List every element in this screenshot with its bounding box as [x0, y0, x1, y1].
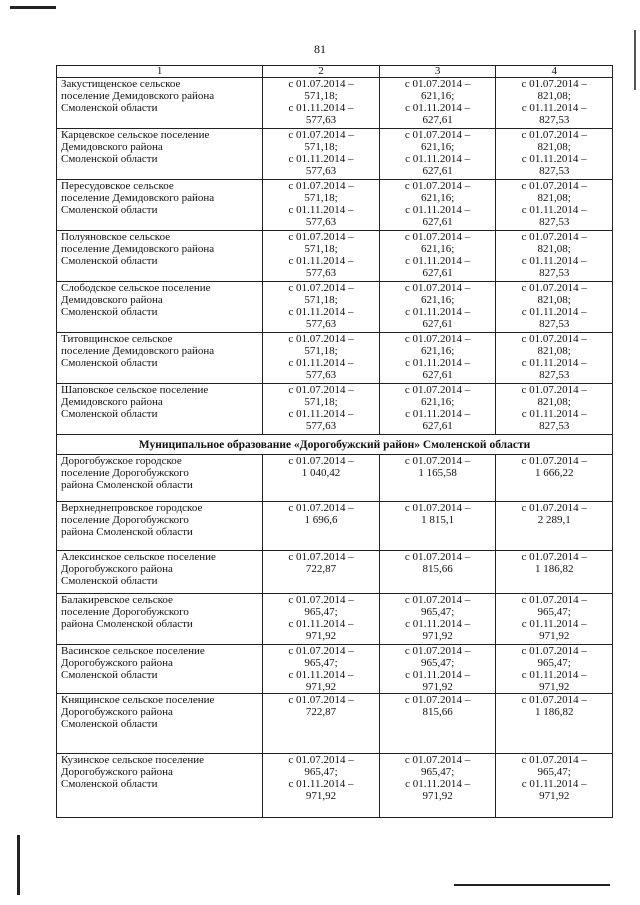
section-title: Муниципальное образование «Дорогобужский район» Смоленской области: [57, 435, 613, 455]
tariff-col-4-line: 1 186,82: [534, 706, 574, 718]
tariff-col-2-line: с 01.11.2014 –: [288, 306, 354, 318]
section-header-row: [57, 435, 613, 455]
tariff-col-4-line: с 01.07.2014 –: [521, 231, 587, 243]
tariff-table: [56, 65, 613, 818]
tariff-col-4: [496, 754, 613, 818]
tariff-col-2-line: с 01.11.2014 –: [288, 778, 354, 790]
tariff-col-3-line: 965,47;: [420, 766, 455, 778]
settlement-name: [57, 594, 263, 645]
tariff-col-2-line: 722,87: [305, 563, 337, 575]
table-row: [57, 180, 613, 231]
tariff-col-4: [496, 180, 613, 231]
tariff-col-4: [496, 594, 613, 645]
tariff-col-3-line: 627,61: [422, 420, 453, 432]
tariff-col-2-line: 971,92: [305, 630, 337, 642]
tariff-col-2-line: с 01.07.2014 –: [288, 129, 354, 141]
tariff-col-2-line: 971,92: [305, 681, 337, 693]
tariff-col-3-line: 621,16;: [420, 396, 455, 408]
tariff-col-3-line: 621,16;: [420, 294, 455, 306]
tariff-col-3-line: с 01.07.2014 –: [404, 282, 471, 294]
tariff-col-3-line: 965,47;: [420, 657, 455, 669]
tariff-col-2: [263, 180, 380, 231]
tariff-col-4-line: с 01.07.2014 –: [521, 384, 587, 396]
settlement-name-line: Слободское сельское поселение: [61, 282, 211, 294]
tariff-col-4: [496, 231, 613, 282]
settlement-name-line: Алексинское сельское поселение: [61, 551, 216, 563]
table-row: [57, 231, 613, 282]
settlement-name-line: Смоленской области: [61, 778, 158, 790]
table-header-row: [57, 66, 613, 78]
tariff-col-4: [496, 384, 613, 435]
tariff-col-2-line: с 01.11.2014 –: [288, 669, 354, 681]
tariff-col-4-line: 1 666,22: [534, 467, 574, 479]
settlement-name-line: Полуяновское сельское: [61, 231, 171, 243]
tariff-col-2-line: 571,18;: [304, 345, 338, 357]
settlement-name: [57, 129, 263, 180]
tariff-col-4-line: 965,47;: [537, 766, 571, 778]
tariff-col-2-line: 571,18;: [304, 243, 338, 255]
tariff-col-4-line: 971,92: [539, 790, 570, 802]
tariff-col-3-line: 621,16;: [420, 90, 455, 102]
tariff-col-4-line: с 01.11.2014 –: [521, 357, 587, 369]
tariff-col-2-line: с 01.11.2014 –: [288, 255, 354, 267]
settlement-name-line: поселение Демидовского района: [61, 243, 215, 255]
tariff-col-2-line: с 01.07.2014 –: [288, 78, 354, 90]
tariff-col-2-line: 577,63: [305, 216, 337, 228]
tariff-col-3-line: с 01.11.2014 –: [405, 357, 471, 369]
tariff-col-3-line: 621,16;: [420, 345, 455, 357]
tariff-col-4-line: 821,08;: [537, 243, 571, 255]
tariff-col-3-line: с 01.07.2014 –: [404, 502, 471, 514]
scan-mark-bottom: [454, 884, 610, 886]
tariff-col-4-line: с 01.11.2014 –: [521, 102, 587, 114]
settlement-name: [57, 333, 263, 384]
tariff-col-3: [379, 645, 496, 694]
tariff-col-3-line: с 01.07.2014 –: [404, 333, 471, 345]
tariff-col-3-line: 815,66: [422, 563, 453, 575]
tariff-col-2-line: с 01.07.2014 –: [288, 333, 354, 345]
tariff-col-3-line: с 01.11.2014 –: [405, 408, 471, 420]
settlement-name-line: района Смоленской области: [61, 618, 193, 630]
tariff-col-2-line: 1 040,42: [301, 467, 341, 479]
settlement-name-line: поселение Дорогобужского: [61, 606, 189, 618]
tariff-col-3: [379, 129, 496, 180]
tariff-col-3-line: с 01.07.2014 –: [404, 754, 471, 766]
tariff-col-4-line: с 01.11.2014 –: [521, 153, 587, 165]
tariff-col-4-line: с 01.07.2014 –: [521, 455, 587, 467]
tariff-col-4: [496, 282, 613, 333]
settlement-name-line: Демидовского района: [61, 396, 163, 408]
tariff-col-3-line: с 01.07.2014 –: [404, 129, 471, 141]
column-header-4: 4: [496, 66, 613, 78]
settlement-name-line: поселение Демидовского района: [61, 90, 215, 102]
settlement-name-line: Карцевское сельское поселение: [61, 129, 210, 141]
tariff-col-4-line: 821,08;: [537, 141, 571, 153]
tariff-col-2-line: с 01.07.2014 –: [288, 754, 354, 766]
tariff-col-3: [379, 502, 496, 551]
tariff-col-4-line: с 01.11.2014 –: [521, 306, 587, 318]
settlement-name-line: Пересудовское сельское: [61, 180, 174, 192]
settlement-name-line: Смоленской области: [61, 306, 158, 318]
tariff-col-3: [379, 231, 496, 282]
tariff-col-4-line: 971,92: [539, 630, 570, 642]
tariff-col-2: [263, 333, 380, 384]
tariff-col-4: [496, 645, 613, 694]
settlement-name-line: Смоленской области: [61, 408, 158, 420]
tariff-col-3-line: 627,61: [422, 165, 453, 177]
settlement-name: [57, 502, 263, 551]
tariff-col-3-line: с 01.07.2014 –: [404, 231, 471, 243]
tariff-col-4: [496, 78, 613, 129]
tariff-col-4-line: с 01.11.2014 –: [521, 255, 587, 267]
tariff-col-4-line: 827,53: [539, 216, 570, 228]
tariff-col-2-line: с 01.11.2014 –: [288, 408, 354, 420]
tariff-col-2-line: 571,18;: [304, 192, 338, 204]
tariff-col-3-line: с 01.07.2014 –: [404, 694, 471, 706]
settlement-name: [57, 754, 263, 818]
table-row: [57, 384, 613, 435]
table-row: [57, 129, 613, 180]
tariff-col-3-line: 1 165,58: [418, 467, 457, 479]
tariff-col-2-line: 577,63: [305, 318, 337, 330]
settlement-name-line: Верхнеднепровское городское: [61, 502, 203, 514]
tariff-col-3-line: 627,61: [422, 369, 453, 381]
tariff-col-4-line: 821,08;: [537, 294, 571, 306]
settlement-name-line: Васинское сельское поселение: [61, 645, 205, 657]
tariff-col-2-line: с 01.11.2014 –: [288, 102, 354, 114]
settlement-name: [57, 455, 263, 502]
table-row: [57, 78, 613, 129]
tariff-col-2: [263, 694, 380, 754]
tariff-col-2: [263, 231, 380, 282]
settlement-name-line: Балакиревское сельское: [61, 594, 173, 606]
tariff-col-2: [263, 282, 380, 333]
tariff-col-3-line: с 01.07.2014 –: [404, 645, 471, 657]
tariff-col-4: [496, 694, 613, 754]
tariff-col-3: [379, 333, 496, 384]
tariff-col-3-line: 815,66: [422, 706, 453, 718]
tariff-col-2-line: 971,92: [305, 790, 337, 802]
tariff-col-2-line: 577,63: [305, 165, 337, 177]
settlement-name-line: поселение Дорогобужского: [61, 467, 189, 479]
settlement-name-line: Княщинское сельское поселение: [61, 694, 215, 706]
tariff-col-3-line: с 01.11.2014 –: [405, 102, 471, 114]
settlement-name-line: Смоленской области: [61, 102, 158, 114]
settlement-name-line: Дорогобужского района: [61, 766, 173, 778]
tariff-col-4-line: 827,53: [539, 114, 570, 126]
tariff-col-4-line: с 01.11.2014 –: [521, 618, 587, 630]
tariff-col-3-line: с 01.11.2014 –: [405, 618, 471, 630]
tariff-col-3: [379, 282, 496, 333]
tariff-col-3-line: с 01.11.2014 –: [405, 204, 471, 216]
tariff-col-2-line: с 01.11.2014 –: [288, 204, 354, 216]
tariff-col-3-line: 621,16;: [420, 243, 455, 255]
tariff-col-2: [263, 754, 380, 818]
settlement-name-line: Смоленской области: [61, 718, 158, 730]
tariff-col-2-line: 571,18;: [304, 90, 338, 102]
table-row: [57, 594, 613, 645]
tariff-col-2-line: с 01.07.2014 –: [288, 231, 354, 243]
tariff-col-2-line: с 01.07.2014 –: [288, 645, 354, 657]
tariff-col-4-line: 971,92: [539, 681, 570, 693]
tariff-col-4: [496, 129, 613, 180]
settlement-name-line: Демидовского района: [61, 294, 163, 306]
tariff-col-2-line: 571,18;: [304, 141, 338, 153]
tariff-col-3: [379, 455, 496, 502]
tariff-col-2-line: с 01.07.2014 –: [288, 455, 354, 467]
tariff-col-4: [496, 551, 613, 594]
column-header-2: 2: [263, 66, 380, 78]
tariff-col-4-line: 1 186,82: [534, 563, 574, 575]
settlement-name: [57, 551, 263, 594]
tariff-col-4-line: 827,53: [539, 267, 570, 279]
tariff-col-2-line: 577,63: [305, 420, 337, 432]
tariff-col-4-line: 827,53: [539, 369, 570, 381]
tariff-col-4-line: с 01.07.2014 –: [521, 129, 587, 141]
tariff-col-3-line: с 01.07.2014 –: [404, 78, 471, 90]
tariff-col-4-line: с 01.07.2014 –: [521, 754, 587, 766]
tariff-col-4-line: 821,08;: [537, 396, 571, 408]
tariff-col-3: [379, 754, 496, 818]
page-number: 81: [314, 42, 326, 56]
tariff-col-3-line: 965,47;: [420, 606, 455, 618]
tariff-col-2-line: 965,47;: [304, 657, 338, 669]
settlement-name-line: Смоленской области: [61, 357, 158, 369]
tariff-col-3: [379, 180, 496, 231]
settlement-name: [57, 384, 263, 435]
settlement-name-line: Демидовского района: [61, 141, 163, 153]
table-row: [57, 694, 613, 754]
tariff-col-4-line: с 01.07.2014 –: [521, 78, 587, 90]
tariff-col-3-line: с 01.11.2014 –: [405, 306, 471, 318]
tariff-col-2-line: 577,63: [305, 267, 337, 279]
settlement-name-line: Смоленской области: [61, 575, 158, 587]
tariff-col-2-line: с 01.07.2014 –: [288, 594, 354, 606]
tariff-col-3-line: 627,61: [422, 114, 453, 126]
settlement-name-line: Смоленской области: [61, 255, 158, 267]
tariff-col-3-line: с 01.07.2014 –: [404, 455, 471, 467]
table-row: [57, 282, 613, 333]
settlement-name-line: Дорогобужского района: [61, 706, 173, 718]
dorogobuzh-rows: [57, 455, 613, 818]
tariff-col-4-line: с 01.07.2014 –: [521, 180, 587, 192]
tariff-col-3-line: с 01.07.2014 –: [404, 551, 471, 563]
tariff-col-4-line: с 01.07.2014 –: [521, 694, 587, 706]
tariff-col-3-line: с 01.11.2014 –: [405, 778, 471, 790]
settlement-name-line: Дорогобужское городское: [61, 455, 182, 467]
settlement-name-line: Смоленской области: [61, 669, 158, 681]
tariff-col-4-line: 965,47;: [537, 606, 571, 618]
tariff-col-4-line: 827,53: [539, 420, 570, 432]
tariff-col-4-line: 827,53: [539, 318, 570, 330]
column-header-1: 1: [57, 66, 263, 78]
tariff-col-3-line: 621,16;: [420, 192, 455, 204]
tariff-col-3: [379, 594, 496, 645]
tariff-col-4-line: 821,08;: [537, 90, 571, 102]
tariff-col-2-line: с 01.11.2014 –: [288, 618, 354, 630]
tariff-col-3: [379, 551, 496, 594]
tariff-col-2-line: с 01.07.2014 –: [288, 694, 354, 706]
tariff-col-3-line: 627,61: [422, 318, 453, 330]
scan-mark-right: [634, 30, 636, 90]
settlement-name-line: поселение Демидовского района: [61, 345, 215, 357]
settlement-name: [57, 645, 263, 694]
settlement-name-line: поселение Демидовского района: [61, 192, 215, 204]
table-row: [57, 645, 613, 694]
tariff-col-3: [379, 384, 496, 435]
tariff-col-2: [263, 645, 380, 694]
tariff-col-2: [263, 384, 380, 435]
tariff-col-4-line: с 01.11.2014 –: [521, 204, 587, 216]
settlement-name-line: Дорогобужского района: [61, 657, 173, 669]
tariff-col-3-line: 971,92: [422, 681, 453, 693]
tariff-col-2-line: 571,18;: [304, 396, 338, 408]
settlement-name-line: района Смоленской области: [61, 526, 193, 538]
settlement-name-line: Закустищенское сельское: [61, 78, 181, 90]
tariff-col-2: [263, 78, 380, 129]
table-row: [57, 551, 613, 594]
tariff-col-3-line: с 01.11.2014 –: [405, 669, 471, 681]
tariff-col-2-line: с 01.07.2014 –: [288, 384, 354, 396]
tariff-col-2: [263, 502, 380, 551]
tariff-col-4-line: 821,08;: [537, 345, 571, 357]
tariff-col-2-line: с 01.11.2014 –: [288, 357, 354, 369]
table-row: [57, 333, 613, 384]
tariff-col-2: [263, 594, 380, 645]
settlement-name: [57, 180, 263, 231]
scan-mark-top: [10, 6, 56, 9]
settlement-name: [57, 282, 263, 333]
tariff-col-2-line: 722,87: [305, 706, 337, 718]
scan-mark-left: [17, 835, 20, 895]
tariff-col-4-line: с 01.07.2014 –: [521, 551, 587, 563]
tariff-col-4-line: с 01.07.2014 –: [521, 502, 587, 514]
tariff-col-3: [379, 694, 496, 754]
tariff-col-2: [263, 455, 380, 502]
tariff-col-3-line: 627,61: [422, 216, 453, 228]
tariff-col-3-line: 1 815,1: [421, 514, 455, 526]
tariff-col-2-line: 1 696,6: [304, 514, 338, 526]
tariff-col-4-line: 965,47;: [537, 657, 571, 669]
tariff-col-3-line: 971,92: [422, 630, 453, 642]
demidovsky-rows: [57, 78, 613, 435]
tariff-col-3-line: 621,16;: [420, 141, 455, 153]
tariff-col-2-line: 577,63: [305, 369, 337, 381]
tariff-col-2-line: с 01.07.2014 –: [288, 502, 354, 514]
tariff-col-2-line: 965,47;: [304, 606, 338, 618]
settlement-name-line: Кузинское сельское поселение: [61, 754, 204, 766]
tariff-col-3-line: с 01.07.2014 –: [404, 180, 471, 192]
tariff-col-3-line: с 01.07.2014 –: [404, 384, 471, 396]
tariff-col-4-line: 827,53: [539, 165, 570, 177]
settlement-name: [57, 231, 263, 282]
tariff-col-4-line: с 01.11.2014 –: [521, 778, 587, 790]
settlement-name-line: Смоленской области: [61, 153, 158, 165]
tariff-col-2-line: с 01.07.2014 –: [288, 180, 354, 192]
tariff-col-4-line: 2 289,1: [537, 514, 571, 526]
tariff-col-2-line: 577,63: [305, 114, 337, 126]
settlement-name: [57, 694, 263, 754]
tariff-col-4-line: 821,08;: [537, 192, 571, 204]
tariff-col-2-line: 571,18;: [304, 294, 338, 306]
settlement-name-line: Дорогобужского района: [61, 563, 173, 575]
settlement-name-line: Шаповское сельское поселение: [61, 384, 209, 396]
table-row: [57, 502, 613, 551]
tariff-col-3-line: 627,61: [422, 267, 453, 279]
settlement-name-line: Титовщинское сельское: [61, 333, 173, 345]
tariff-col-3-line: 971,92: [422, 790, 453, 802]
tariff-col-3: [379, 78, 496, 129]
tariff-col-3-line: с 01.07.2014 –: [404, 594, 471, 606]
tariff-col-3-line: с 01.11.2014 –: [405, 255, 471, 267]
settlement-name-line: поселение Дорогобужского: [61, 514, 189, 526]
tariff-col-4-line: с 01.07.2014 –: [521, 282, 587, 294]
table-row: [57, 754, 613, 818]
tariff-col-2-line: 965,47;: [304, 766, 338, 778]
tariff-col-4-line: с 01.11.2014 –: [521, 669, 587, 681]
settlement-name: [57, 78, 263, 129]
table-row: [57, 455, 613, 502]
column-header-3: 3: [379, 66, 496, 78]
tariff-col-4: [496, 502, 613, 551]
tariff-col-4-line: с 01.07.2014 –: [521, 645, 587, 657]
tariff-col-4: [496, 333, 613, 384]
tariff-col-4-line: с 01.11.2014 –: [521, 408, 587, 420]
tariff-col-2: [263, 129, 380, 180]
tariff-col-4: [496, 455, 613, 502]
tariff-col-2-line: с 01.07.2014 –: [288, 282, 354, 294]
tariff-col-2-line: с 01.11.2014 –: [288, 153, 354, 165]
tariff-col-4-line: с 01.07.2014 –: [521, 594, 587, 606]
settlement-name-line: района Смоленской области: [61, 479, 193, 491]
tariff-col-2: [263, 551, 380, 594]
tariff-col-2-line: с 01.07.2014 –: [288, 551, 354, 563]
settlement-name-line: Смоленской области: [61, 204, 158, 216]
tariff-col-4-line: с 01.07.2014 –: [521, 333, 587, 345]
tariff-col-3-line: с 01.11.2014 –: [405, 153, 471, 165]
